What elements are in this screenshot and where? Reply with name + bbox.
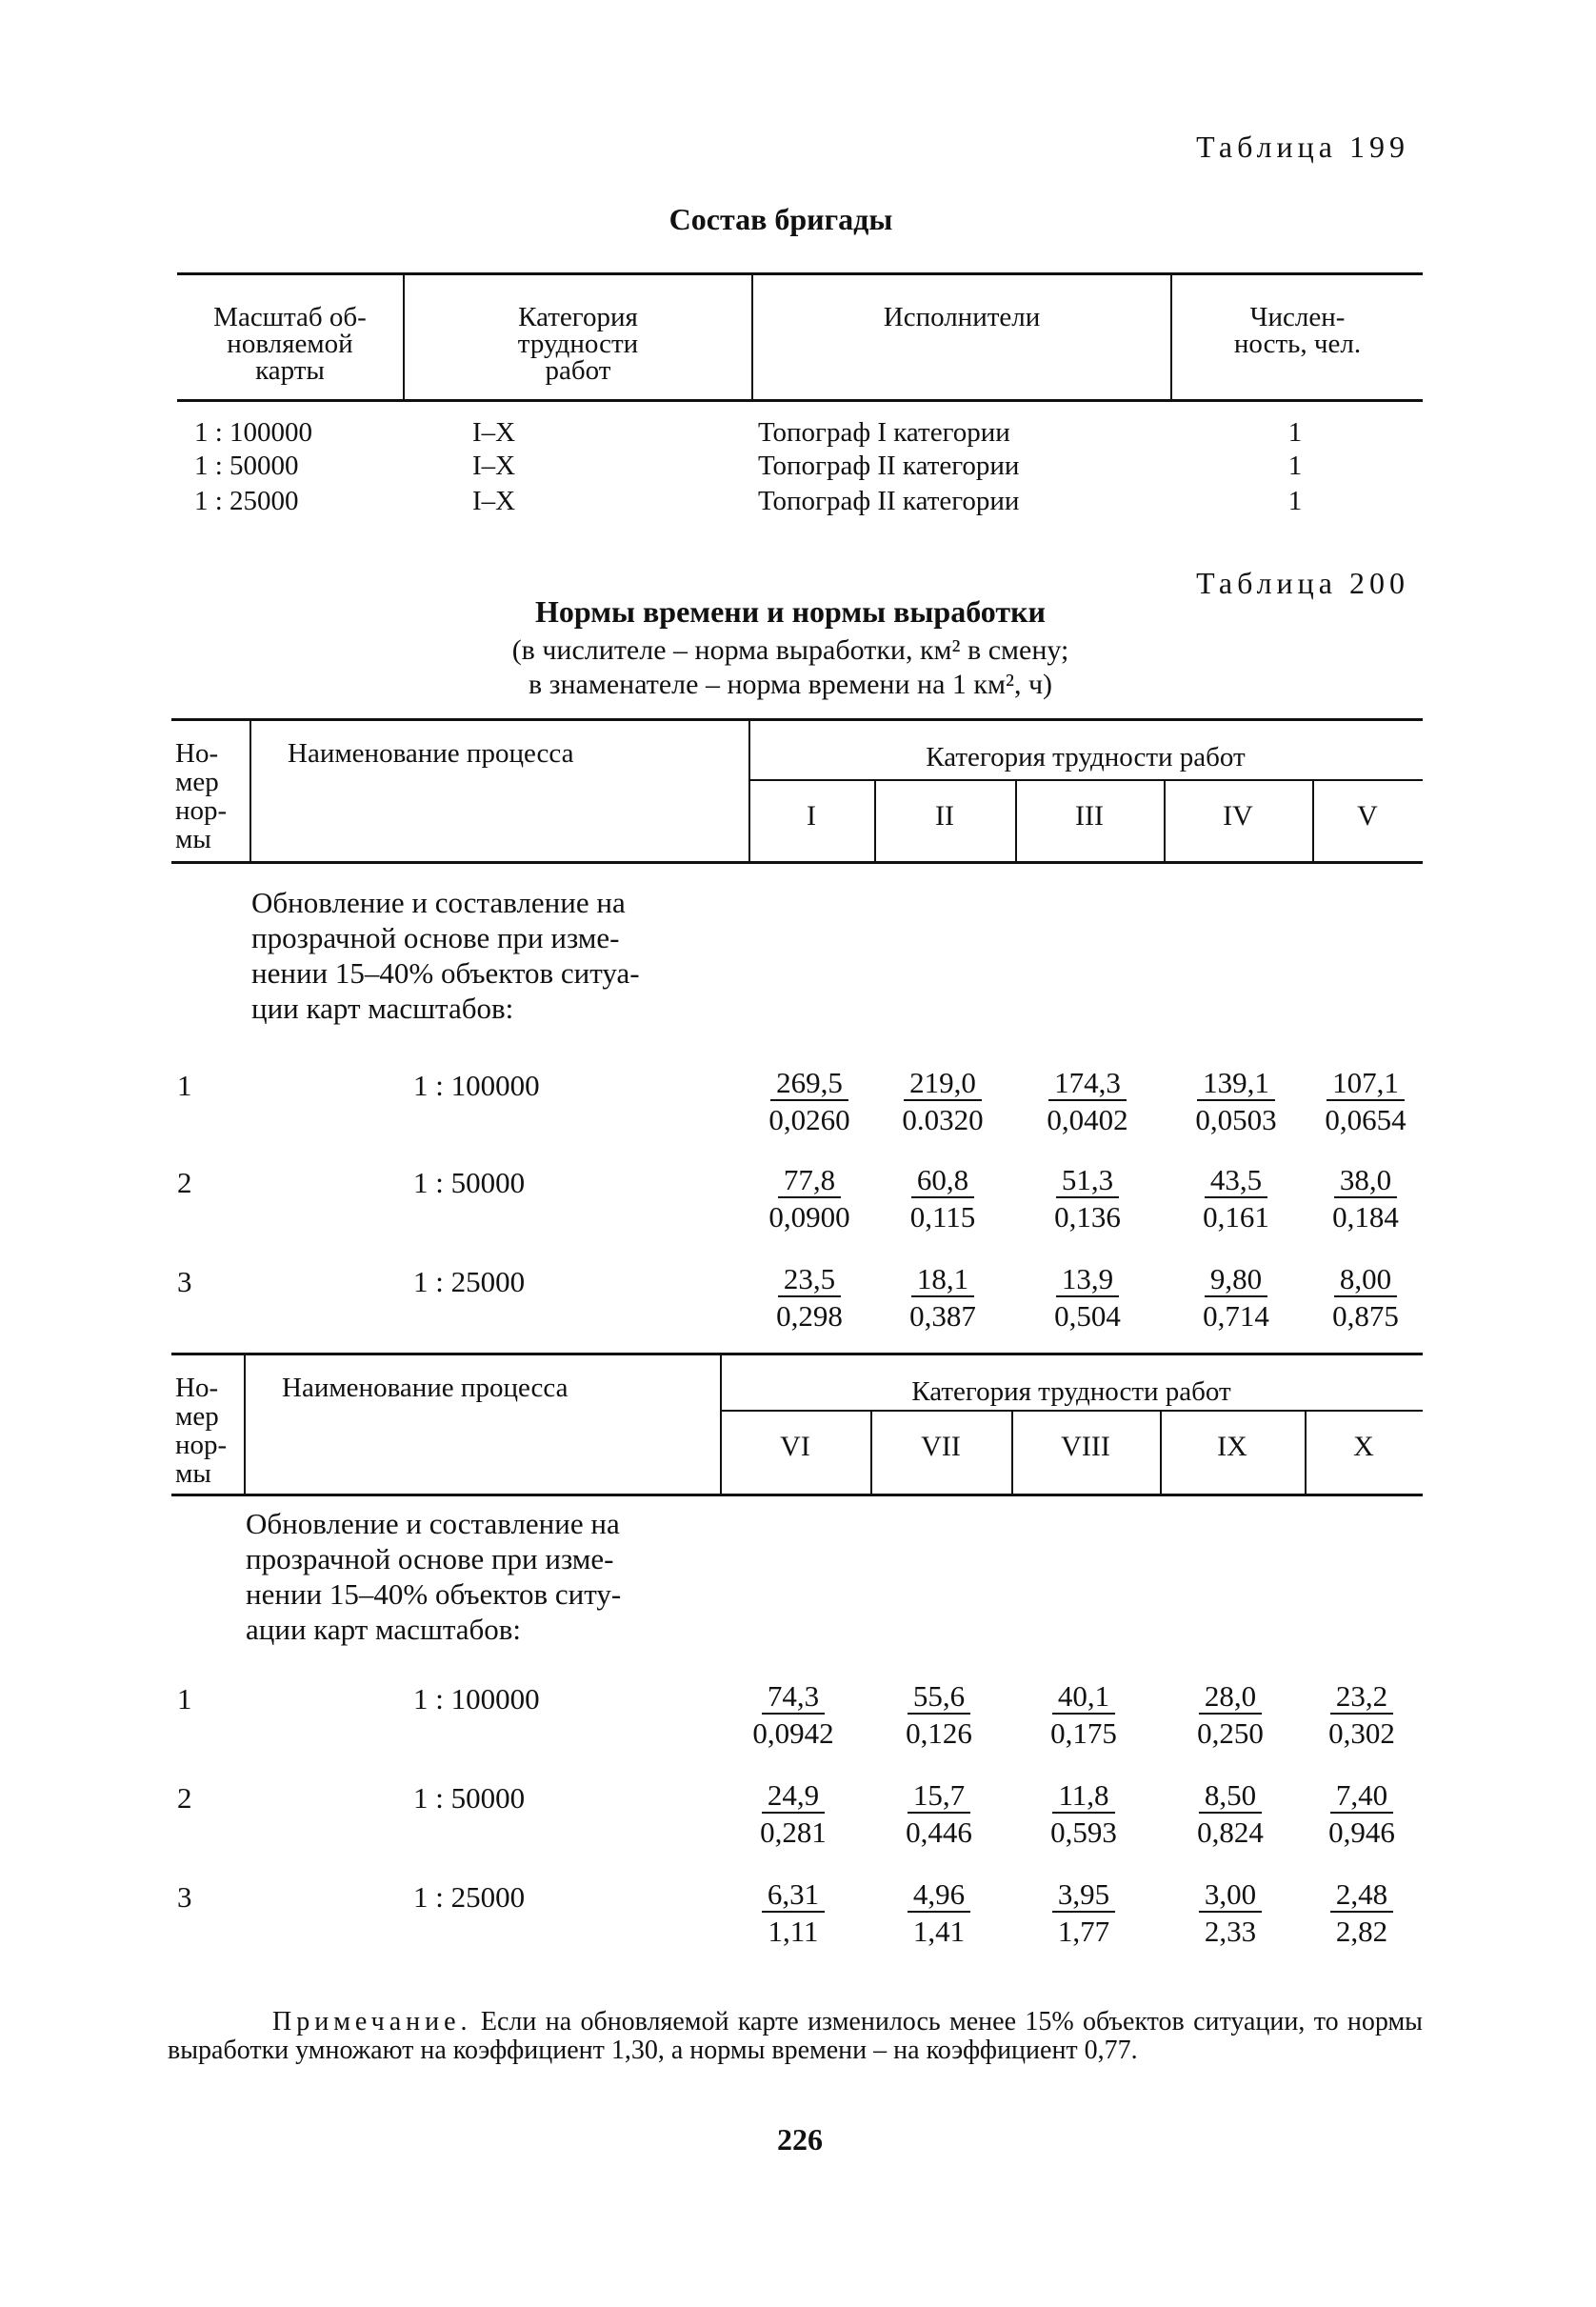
fraction-numerator: 74,3 (762, 1680, 825, 1715)
fraction-denominator: 0,126 (906, 1716, 972, 1750)
fraction-numerator: 107,1 (1327, 1067, 1405, 1101)
fraction-value (1312, 1065, 1419, 1139)
row-number: 3 (177, 1265, 192, 1298)
fraction-numerator: 28,0 (1199, 1680, 1262, 1715)
fraction-numerator: 15,7 (908, 1779, 970, 1814)
fraction-denominator: 0,281 (760, 1816, 827, 1849)
section-description-line: Обновление и составление на (251, 886, 626, 919)
fraction-denominator: 1,11 (768, 1915, 819, 1948)
header-category-group: Категория трудности работ (911, 1376, 1231, 1407)
fraction-numerator: 60,8 (911, 1164, 974, 1198)
fraction-denominator: 2,82 (1335, 1915, 1388, 1948)
fraction-denominator: 0,875 (1332, 1299, 1399, 1333)
row-scale: 1 : 100000 (413, 1069, 540, 1102)
fraction-denominator: 2,33 (1204, 1915, 1257, 1948)
fraction-numerator: 6,31 (762, 1878, 825, 1913)
fraction-value (1308, 1876, 1415, 1951)
fraction-denominator: 0,0654 (1325, 1103, 1406, 1136)
section-description-line: прозрачной основе при изме- (246, 1542, 614, 1575)
header-line: Исполнители (883, 302, 1041, 332)
row-number: 3 (177, 1880, 192, 1914)
fraction-value (756, 1065, 863, 1139)
table-cell: Топограф I категории (758, 416, 1010, 448)
table-199-header-scale (177, 274, 404, 401)
fraction-denominator: 0,161 (1203, 1200, 1269, 1234)
table-rule-group (720, 1410, 1423, 1412)
section-description-line: нении 15–40% объектов ситу- (246, 1577, 622, 1611)
fraction-numerator: 23,2 (1330, 1680, 1393, 1715)
table-cell: 1 (1287, 450, 1303, 481)
fraction-value (1312, 1261, 1419, 1335)
fraction-denominator: 0,250 (1197, 1716, 1264, 1750)
header-number-line: Но- (175, 1373, 219, 1403)
row-scale: 1 : 25000 (413, 1880, 526, 1914)
header-category: IX (1217, 1431, 1247, 1462)
table-rule-header-bottom (171, 861, 1423, 864)
header-category-group: Категория трудности работ (926, 742, 1246, 772)
table-199-header-executors (752, 274, 1171, 401)
header-category: I (807, 800, 816, 832)
fraction-value (1308, 1777, 1415, 1852)
header-number-line: мы (175, 1458, 211, 1489)
table-rule-vertical (249, 718, 251, 861)
table-cell: 1 : 100000 (194, 416, 313, 448)
header-category: X (1353, 1431, 1374, 1462)
table-cell: I–X (472, 416, 516, 448)
table-rule-vertical (244, 1353, 246, 1494)
row-number: 2 (177, 1166, 192, 1199)
fraction-value (1177, 1876, 1284, 1951)
table-rule-vertical (748, 718, 750, 861)
fraction-denominator: 0.0320 (902, 1103, 984, 1136)
table-rule-group (748, 779, 1423, 781)
fraction-denominator: 0,184 (1332, 1200, 1399, 1234)
fraction-value (886, 1876, 992, 1951)
table-rule-top (171, 718, 1423, 721)
row-scale: 1 : 100000 (413, 1682, 540, 1715)
row-number: 1 (177, 1069, 192, 1102)
fraction-numerator: 9,80 (1205, 1263, 1267, 1297)
fraction-value (740, 1777, 847, 1852)
header-category: V (1357, 800, 1378, 832)
fraction-denominator: 0,714 (1203, 1299, 1269, 1333)
table-cell: I–X (472, 485, 516, 516)
fraction-numerator: 3,95 (1052, 1878, 1115, 1913)
header-process: Наименование процесса (288, 738, 574, 769)
table-row (177, 449, 1423, 484)
page-number: 226 (777, 2122, 823, 2157)
row-number: 1 (177, 1682, 192, 1715)
fraction-value (1177, 1678, 1284, 1753)
fraction-numerator: 43,5 (1205, 1164, 1267, 1198)
fraction-value (889, 1065, 996, 1139)
fraction-denominator: 0,0402 (1047, 1103, 1128, 1136)
table-199-header-count (1171, 274, 1423, 401)
fraction-numerator: 8,50 (1199, 1779, 1262, 1814)
note-text: Если на обновляемой карте изменилось менее 15% объектов ситуации, то нормы выработки умножают на коэффициент 1,30, а нормы времени – на коэффициент 0,77. (168, 2007, 1423, 2065)
fraction-numerator: 11,8 (1052, 1779, 1114, 1814)
fraction-denominator: 0,0942 (752, 1716, 834, 1750)
header-category: VII (921, 1431, 961, 1462)
header-line: работ (545, 355, 611, 386)
header-line: карты (255, 355, 325, 386)
header-line: новляемой (227, 329, 353, 359)
fraction-value (1034, 1162, 1141, 1236)
fraction-value (1183, 1261, 1289, 1335)
table-cell: I–X (472, 450, 516, 481)
table-200-label: Таблица 200 (1196, 566, 1409, 600)
table-cell: Топограф II категории (758, 485, 1020, 516)
fraction-numerator: 4,96 (908, 1878, 970, 1913)
fraction-value (889, 1261, 996, 1335)
table-row (177, 401, 1423, 449)
header-line: ность, чел. (1233, 329, 1362, 359)
fraction-value (1030, 1777, 1137, 1852)
header-category: VIII (1061, 1431, 1110, 1462)
header-line: Числен- (1249, 302, 1346, 332)
fraction-denominator: 1,41 (912, 1915, 966, 1948)
header-line: трудности (517, 329, 639, 359)
fraction-denominator: 0,446 (906, 1816, 972, 1849)
table-199-label: Таблица 199 (1196, 130, 1409, 164)
fraction-denominator: 0,0900 (768, 1200, 850, 1234)
fraction-denominator: 0,387 (909, 1299, 976, 1333)
fraction-numerator: 2,48 (1330, 1878, 1393, 1913)
fraction-numerator: 38,0 (1334, 1164, 1397, 1198)
fraction-value (1034, 1261, 1141, 1335)
fraction-value (1183, 1065, 1289, 1139)
note (168, 2008, 1423, 2065)
fraction-numerator: 23,5 (778, 1263, 841, 1297)
header-category: IV (1223, 800, 1253, 832)
header-category: III (1075, 800, 1104, 832)
table-cell: 1 (1287, 416, 1303, 448)
table-199-header-row (177, 274, 1423, 401)
row-scale: 1 : 50000 (413, 1166, 526, 1199)
note-label: Примечание. (272, 2007, 472, 2036)
fraction-numerator: 269,5 (770, 1067, 848, 1101)
table-200-subtitle-1: (в числителе – норма выработки, км² в смену; (511, 634, 1069, 666)
fraction-denominator: 0,175 (1050, 1716, 1117, 1750)
fraction-value (740, 1876, 847, 1951)
table-199-title: Состав бригады (668, 202, 893, 236)
table-cell: 1 (1287, 485, 1303, 516)
fraction-value (1183, 1162, 1289, 1236)
header-line: Категория (518, 302, 638, 332)
table-cell: Топограф II категории (758, 450, 1020, 481)
section-description-line: ции карт масштабов: (251, 992, 514, 1025)
table-cell: 1 : 25000 (194, 485, 299, 516)
header-number-line: Но- (175, 738, 219, 769)
fraction-numerator: 24,9 (762, 1779, 825, 1814)
fraction-value (756, 1261, 863, 1335)
fraction-value (886, 1777, 992, 1852)
table-200-title: Нормы времени и нормы выработки (535, 594, 1046, 629)
fraction-value (756, 1162, 863, 1236)
fraction-value (1030, 1876, 1137, 1951)
table-199-header-category (404, 274, 752, 401)
fraction-value (886, 1678, 992, 1753)
row-number: 2 (177, 1781, 192, 1815)
header-process: Наименование процесса (282, 1373, 569, 1403)
fraction-numerator: 3,00 (1199, 1878, 1262, 1913)
fraction-numerator: 51,3 (1056, 1164, 1119, 1198)
header-number-line: мы (175, 824, 211, 854)
fraction-numerator: 55,6 (908, 1680, 970, 1715)
table-200-subtitle-2: в знаменателе – норма времени на 1 км², ч) (528, 669, 1053, 700)
fraction-denominator: 0,0260 (768, 1103, 850, 1136)
header-line: Масштаб об- (213, 302, 367, 332)
header-number-line: нор- (175, 1430, 228, 1460)
fraction-denominator: 0,946 (1328, 1816, 1395, 1849)
fraction-value (1030, 1678, 1137, 1753)
fraction-denominator: 0,302 (1328, 1716, 1395, 1750)
fraction-denominator: 0,136 (1054, 1200, 1121, 1234)
fraction-numerator: 7,40 (1330, 1779, 1393, 1814)
fraction-denominator: 0,0503 (1195, 1103, 1277, 1136)
table-cell: 1 : 50000 (194, 450, 299, 481)
header-number-line: мер (175, 1401, 219, 1432)
table-rule-header-bottom (171, 1494, 1423, 1496)
fraction-numerator: 219,0 (904, 1067, 982, 1101)
fraction-value (1312, 1162, 1419, 1236)
fraction-denominator: 0,824 (1197, 1816, 1264, 1849)
header-category: VI (780, 1431, 810, 1462)
fraction-denominator: 1,77 (1057, 1915, 1110, 1948)
table-199 (177, 272, 1423, 519)
header-number-line: нор- (175, 795, 228, 826)
row-scale: 1 : 25000 (413, 1265, 526, 1298)
fraction-denominator: 0,298 (776, 1299, 843, 1333)
fraction-numerator: 13,9 (1056, 1263, 1119, 1297)
fraction-value (1308, 1678, 1415, 1753)
section-description-line: Обновление и составление на (246, 1507, 620, 1540)
table-rule-vertical (720, 1353, 722, 1494)
fraction-value (1034, 1065, 1141, 1139)
table-row (177, 484, 1423, 519)
fraction-numerator: 18,1 (911, 1263, 974, 1297)
fraction-numerator: 139,1 (1197, 1067, 1275, 1101)
fraction-value (1177, 1777, 1284, 1852)
section-description-line: нении 15–40% объектов ситуа- (251, 956, 640, 990)
section-description-line: прозрачной основе при изме- (251, 921, 620, 954)
table-rule-top (171, 1353, 1423, 1355)
fraction-denominator: 0,504 (1054, 1299, 1121, 1333)
fraction-denominator: 0,593 (1050, 1816, 1117, 1849)
fraction-numerator: 174,3 (1048, 1067, 1127, 1101)
fraction-numerator: 40,1 (1052, 1680, 1115, 1715)
fraction-value (889, 1162, 996, 1236)
section-description-line: ации карт масштабов: (246, 1613, 522, 1646)
header-category: II (935, 800, 954, 832)
fraction-denominator: 0,115 (909, 1200, 976, 1234)
fraction-numerator: 8,00 (1334, 1263, 1397, 1297)
table-199-body (177, 401, 1423, 519)
fraction-numerator: 77,8 (778, 1164, 841, 1198)
fraction-value (740, 1678, 847, 1753)
header-number-line: мер (175, 767, 219, 797)
row-scale: 1 : 50000 (413, 1781, 526, 1815)
